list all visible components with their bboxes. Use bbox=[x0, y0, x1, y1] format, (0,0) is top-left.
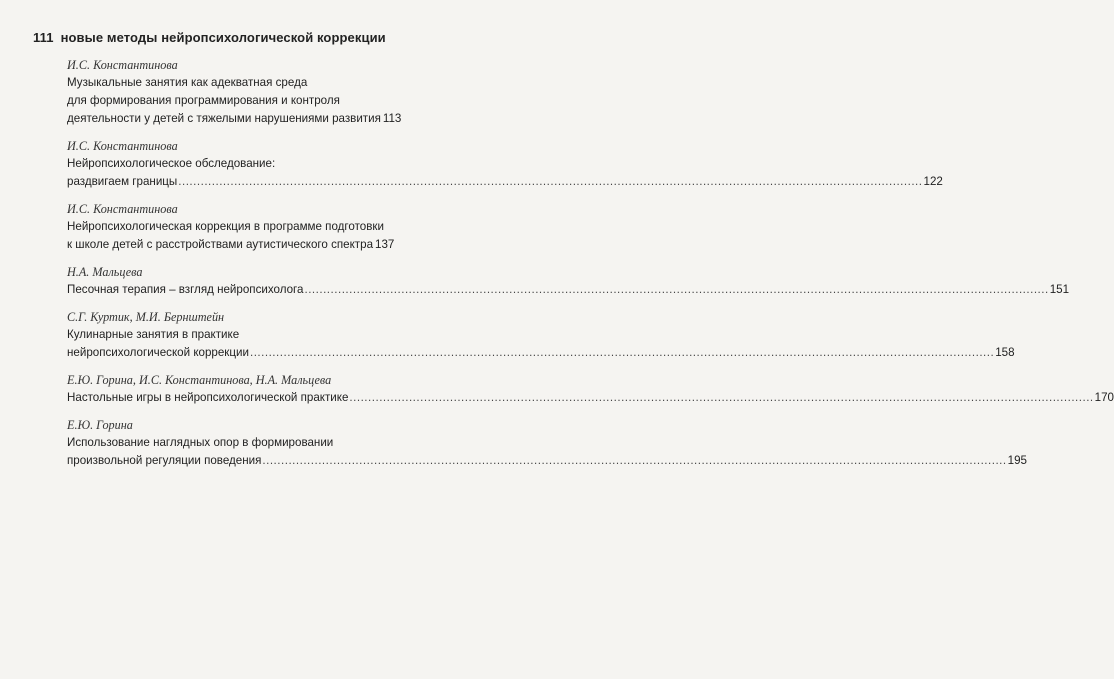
toc-title-line: Песочная терапия – взгляд нейропсихолога bbox=[67, 283, 304, 296]
toc-entry[interactable] bbox=[67, 263, 1070, 299]
toc-author: И.С. Константинова bbox=[67, 58, 178, 72]
toc-title-line: деятельности у детей с тяжелыми нарушениями развития bbox=[67, 112, 381, 125]
toc-page-number: 113 bbox=[382, 112, 402, 125]
toc-title-line: Использование наглядных опор в формировании bbox=[67, 436, 334, 449]
toc-title-line: Нейропсихологическое обследование: bbox=[67, 157, 276, 170]
toc-title-last-line bbox=[67, 281, 1070, 299]
toc-page-number: 122 bbox=[923, 175, 943, 188]
toc-entry[interactable] bbox=[67, 56, 402, 128]
toc-page-number: 195 bbox=[1007, 454, 1027, 467]
toc-title-line: Музыкальные занятия как адекватная среда bbox=[67, 76, 308, 89]
toc-entry[interactable] bbox=[67, 371, 1114, 407]
dot-leader: ........................................................................................................................................................................................................ bbox=[249, 346, 995, 359]
toc-title-line: раздвигаем границы bbox=[67, 175, 178, 188]
toc-title-last-line bbox=[67, 173, 943, 191]
toc-author: И.С. Константинова bbox=[67, 202, 178, 216]
toc-entry[interactable] bbox=[67, 137, 943, 191]
dot-leader: ........................................................................................................................................................................................................ bbox=[349, 391, 1094, 404]
toc-author: И.С. Константинова bbox=[67, 139, 178, 153]
table-of-contents bbox=[67, 56, 1114, 479]
toc-title-last-line bbox=[67, 110, 402, 128]
toc-title-line: нейропсихологической коррекции bbox=[67, 346, 249, 359]
dot-leader: ........................................................................................................................................................................................................ bbox=[262, 454, 1007, 467]
toc-title-line: Нейропсихологическая коррекция в программе подготовки bbox=[67, 220, 384, 233]
toc-title-line: для формирования программирования и контроля bbox=[67, 94, 340, 107]
running-head bbox=[33, 30, 386, 45]
toc-page-number: 137 bbox=[375, 238, 395, 251]
toc-author: Н.А. Мальцева bbox=[67, 265, 143, 279]
toc-title-line: Кулинарные занятия в практике bbox=[67, 328, 240, 341]
toc-title-line: к школе детей с расстройствами аутистического спектра bbox=[67, 238, 374, 251]
toc-page-number: 158 bbox=[995, 346, 1015, 359]
toc-author: С.Г. Куртик, М.И. Бернштейн bbox=[67, 310, 225, 324]
dot-leader: ........................................................................................................................................................................................................ bbox=[304, 283, 1049, 296]
page-number: 111 bbox=[33, 30, 54, 45]
toc-entry[interactable] bbox=[67, 308, 1015, 362]
toc-title-line: произвольной регуляции поведения bbox=[67, 454, 262, 467]
toc-entry[interactable] bbox=[67, 200, 395, 254]
toc-title-last-line bbox=[67, 236, 395, 254]
toc-title-last-line bbox=[67, 389, 1114, 407]
dot-leader: ........................................................................................................................................................................................................ bbox=[178, 175, 923, 188]
toc-page-number: 151 bbox=[1049, 283, 1070, 296]
toc-title-last-line bbox=[67, 452, 1027, 470]
toc-page-number: 170 bbox=[1094, 391, 1114, 404]
toc-author: Е.Ю. Горина, И.С. Константинова, Н.А. Мальцева bbox=[67, 373, 332, 387]
toc-title-last-line bbox=[67, 344, 1015, 362]
toc-entry[interactable] bbox=[67, 416, 1027, 470]
running-head-title: новые методы нейропсихологической коррекции bbox=[60, 30, 386, 45]
toc-title-line: Настольные игры в нейропсихологической практике bbox=[67, 391, 349, 404]
toc-author: Е.Ю. Горина bbox=[67, 418, 133, 432]
